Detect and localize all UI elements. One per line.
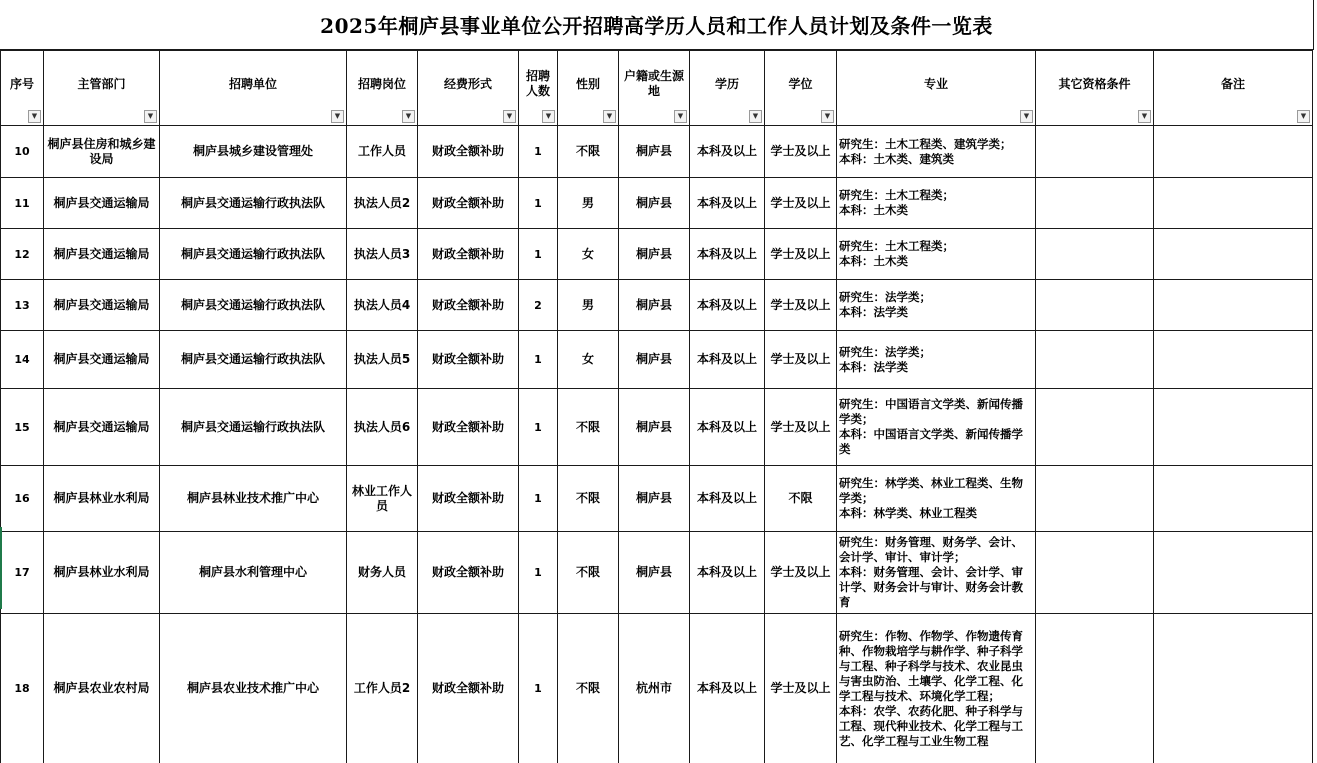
cell-major[interactable] xyxy=(837,614,1036,763)
header-other xyxy=(1036,51,1154,126)
dropdown-arrow-icon[interactable]: ▼ xyxy=(503,110,516,123)
major-line: 研究生：财务管理、财务学、会计、会计学、审计、审计学； xyxy=(839,535,1023,564)
dropdown-arrow-icon[interactable]: ▼ xyxy=(1138,110,1151,123)
cell-funding[interactable]: 财政全额补助 xyxy=(418,614,519,763)
cell-edu[interactable]: 本科及以上 xyxy=(690,126,765,178)
header-edu xyxy=(690,51,765,126)
dropdown-arrow-icon[interactable]: ▼ xyxy=(674,110,687,123)
major-line: 研究生：法学类； xyxy=(839,344,931,359)
cell-degree[interactable]: 学士及以上 xyxy=(765,280,837,331)
cell-edu[interactable]: 本科及以上 xyxy=(690,532,765,614)
cell-major[interactable] xyxy=(837,229,1036,280)
major-line: 研究生：土木工程类； xyxy=(839,188,954,202)
cell-post[interactable]: 执法人员3 xyxy=(347,229,418,280)
header-label: 户籍或生源地 xyxy=(623,69,684,98)
cell-unit[interactable]: 桐庐县交通运输行政执法队 xyxy=(160,280,347,331)
recruitment-table xyxy=(0,50,1313,763)
table-row xyxy=(1,178,1313,229)
cell-origin[interactable]: 桐庐县 xyxy=(619,178,690,229)
major-line: 本科：财务管理、会计、会计学、审计学、财务会计与审计、财务会计教育 xyxy=(839,565,1023,609)
cell-gender[interactable]: 女 xyxy=(558,229,619,280)
cell-count[interactable]: 1 xyxy=(519,229,558,280)
major-line: 研究生：土木工程类、建筑学类； xyxy=(839,136,1012,151)
header-dept xyxy=(44,51,160,126)
cell-gender[interactable]: 不限 xyxy=(558,532,619,614)
major-line: 本科：农学、农药化肥、种子科学与工程、现代种业技术、化学工程与工艺、化学工程与工业生物工程 xyxy=(839,703,1023,748)
cell-origin[interactable]: 杭州市 xyxy=(619,614,690,763)
cell-seq[interactable]: 10 xyxy=(1,126,44,178)
dropdown-arrow-icon[interactable]: ▼ xyxy=(1020,110,1033,123)
header-label: 招聘单位 xyxy=(228,76,277,91)
cell-other[interactable] xyxy=(1036,532,1154,614)
header-label: 学位 xyxy=(788,76,813,91)
cell-dept[interactable]: 桐庐县住房和城乡建设局 xyxy=(44,126,160,178)
cell-degree[interactable]: 学士及以上 xyxy=(765,614,837,763)
cell-funding[interactable]: 财政全额补助 xyxy=(418,389,519,466)
major-line: 本科：土木类 xyxy=(839,203,908,217)
cell-edu[interactable]: 本科及以上 xyxy=(690,178,765,229)
cell-count[interactable]: 1 xyxy=(519,178,558,229)
cell-unit[interactable]: 桐庐县水利管理中心 xyxy=(160,532,347,614)
cell-note[interactable] xyxy=(1154,466,1313,532)
cell-gender[interactable]: 不限 xyxy=(558,389,619,466)
header-note xyxy=(1154,51,1313,126)
cell-unit[interactable]: 桐庐县城乡建设管理处 xyxy=(160,126,347,178)
major-line: 本科：土木类、建筑类 xyxy=(839,151,954,166)
cell-seq[interactable]: 17 xyxy=(1,532,44,614)
cell-degree[interactable]: 不限 xyxy=(765,466,837,532)
cell-funding[interactable]: 财政全额补助 xyxy=(418,331,519,389)
table-row xyxy=(1,331,1313,389)
cell-post[interactable]: 财务人员 xyxy=(347,532,418,614)
cell-other[interactable] xyxy=(1036,178,1154,229)
cell-edu[interactable]: 本科及以上 xyxy=(690,229,765,280)
header-count xyxy=(519,51,558,126)
cell-major[interactable] xyxy=(837,178,1036,229)
cell-edu[interactable]: 本科及以上 xyxy=(690,389,765,466)
table-row xyxy=(1,280,1313,331)
cell-post[interactable]: 执法人员4 xyxy=(347,280,418,331)
cell-degree[interactable]: 学士及以上 xyxy=(765,532,837,614)
major-line: 本科：林学类、林业工程类 xyxy=(839,506,977,520)
major-line: 本科：土木类 xyxy=(839,254,908,268)
cell-origin[interactable]: 桐庐县 xyxy=(619,229,690,280)
cell-dept[interactable]: 桐庐县交通运输局 xyxy=(44,229,160,280)
cell-major[interactable] xyxy=(837,532,1036,614)
cell-other[interactable] xyxy=(1036,466,1154,532)
cell-degree[interactable]: 学士及以上 xyxy=(765,229,837,280)
major-line: 研究生：土木工程类； xyxy=(839,239,954,253)
cell-post[interactable]: 林业工作人员 xyxy=(347,466,418,532)
cell-post[interactable]: 工作人员2 xyxy=(347,614,418,763)
header-label: 经费形式 xyxy=(443,76,492,91)
header-degree xyxy=(765,51,837,126)
cell-dept[interactable]: 桐庐县农业农村局 xyxy=(44,614,160,763)
cell-other[interactable] xyxy=(1036,331,1154,389)
header-gender xyxy=(558,51,619,126)
cell-seq[interactable]: 11 xyxy=(1,178,44,229)
header-seq xyxy=(1,51,44,126)
cell-unit[interactable]: 桐庐县交通运输行政执法队 xyxy=(160,389,347,466)
cell-funding[interactable]: 财政全额补助 xyxy=(418,178,519,229)
header-label: 专业 xyxy=(923,76,948,91)
header-label: 学历 xyxy=(714,76,739,91)
cell-note[interactable] xyxy=(1154,126,1313,178)
cell-post[interactable]: 执法人员6 xyxy=(347,389,418,466)
cell-count[interactable]: 1 xyxy=(519,389,558,466)
cell-post[interactable]: 工作人员 xyxy=(347,126,418,178)
dropdown-arrow-icon[interactable]: ▼ xyxy=(603,110,616,123)
header-label: 主管部门 xyxy=(77,76,126,91)
cell-seq[interactable]: 13 xyxy=(1,280,44,331)
dropdown-arrow-icon[interactable]: ▼ xyxy=(331,110,344,123)
cell-origin[interactable]: 桐庐县 xyxy=(619,331,690,389)
cell-note[interactable] xyxy=(1154,178,1313,229)
cell-note[interactable] xyxy=(1154,280,1313,331)
cell-post[interactable]: 执法人员5 xyxy=(347,331,418,389)
table-row xyxy=(1,389,1313,466)
header-origin xyxy=(619,51,690,126)
row-selection-marker xyxy=(0,527,2,609)
cell-other[interactable] xyxy=(1036,126,1154,178)
cell-edu[interactable]: 本科及以上 xyxy=(690,614,765,763)
cell-funding[interactable]: 财政全额补助 xyxy=(418,466,519,532)
header-label: 其它资格条件 xyxy=(1058,76,1131,91)
cell-seq[interactable]: 18 xyxy=(1,614,44,763)
header-label: 备注 xyxy=(1220,76,1245,91)
cell-count[interactable]: 1 xyxy=(519,532,558,614)
cell-dept[interactable]: 桐庐县交通运输局 xyxy=(44,389,160,466)
cell-dept[interactable]: 桐庐县林业水利局 xyxy=(44,532,160,614)
cell-other[interactable] xyxy=(1036,229,1154,280)
cell-funding[interactable]: 财政全额补助 xyxy=(418,532,519,614)
cell-note[interactable] xyxy=(1154,229,1313,280)
header-label: 招聘岗位 xyxy=(357,76,406,91)
cell-note[interactable] xyxy=(1154,614,1313,763)
dropdown-arrow-icon[interactable]: ▼ xyxy=(28,110,41,123)
cell-unit[interactable]: 桐庐县交通运输行政执法队 xyxy=(160,178,347,229)
major-line: 研究生：中国语言文学类、新闻传播学类； xyxy=(839,397,1023,426)
header-post xyxy=(347,51,418,126)
cell-note[interactable] xyxy=(1154,532,1313,614)
cell-count[interactable]: 1 xyxy=(519,466,558,532)
cell-note[interactable] xyxy=(1154,389,1313,466)
header-label: 序号 xyxy=(9,76,34,91)
table-row xyxy=(1,229,1313,280)
cell-gender[interactable]: 男 xyxy=(558,178,619,229)
major-line: 本科：法学类 xyxy=(839,305,908,319)
cell-other[interactable] xyxy=(1036,389,1154,466)
cell-degree[interactable]: 学士及以上 xyxy=(765,389,837,466)
major-line: 研究生：作物、作物学、作物遗传育种、作物栽培学与耕作学、种子科学与工程、种子科学与技术、农业昆虫与害虫防治、土壤学、化学工程、化学工程与技术、环境化学工程； xyxy=(839,628,1023,703)
cell-degree[interactable]: 学士及以上 xyxy=(765,126,837,178)
cell-edu[interactable]: 本科及以上 xyxy=(690,331,765,389)
major-line: 研究生：法学类； xyxy=(839,290,931,304)
dropdown-arrow-icon[interactable]: ▼ xyxy=(821,110,834,123)
table-row xyxy=(1,126,1313,178)
cell-dept[interactable]: 桐庐县交通运输局 xyxy=(44,280,160,331)
cell-other[interactable] xyxy=(1036,614,1154,763)
cell-origin[interactable]: 桐庐县 xyxy=(619,466,690,532)
cell-dept[interactable]: 桐庐县交通运输局 xyxy=(44,331,160,389)
cell-post[interactable]: 执法人员2 xyxy=(347,178,418,229)
cell-edu[interactable]: 本科及以上 xyxy=(690,466,765,532)
cell-count[interactable]: 2 xyxy=(519,280,558,331)
header-row xyxy=(1,51,1313,126)
cell-funding[interactable]: 财政全额补助 xyxy=(418,280,519,331)
cell-degree[interactable]: 学士及以上 xyxy=(765,178,837,229)
cell-gender[interactable]: 女 xyxy=(558,331,619,389)
table-row xyxy=(1,614,1313,763)
dropdown-arrow-icon[interactable]: ▼ xyxy=(1297,110,1310,123)
cell-origin[interactable]: 桐庐县 xyxy=(619,389,690,466)
cell-count[interactable]: 1 xyxy=(519,331,558,389)
header-label: 招聘人数 xyxy=(525,69,550,98)
cell-origin[interactable]: 桐庐县 xyxy=(619,126,690,178)
dropdown-arrow-icon[interactable]: ▼ xyxy=(542,110,555,123)
cell-major[interactable] xyxy=(837,389,1036,466)
cell-other[interactable] xyxy=(1036,280,1154,331)
cell-unit[interactable]: 桐庐县农业技术推广中心 xyxy=(160,614,347,763)
cell-gender[interactable]: 男 xyxy=(558,280,619,331)
cell-seq[interactable]: 12 xyxy=(1,229,44,280)
cell-unit[interactable]: 桐庐县交通运输行政执法队 xyxy=(160,331,347,389)
cell-seq[interactable]: 16 xyxy=(1,466,44,532)
cell-origin[interactable]: 桐庐县 xyxy=(619,532,690,614)
cell-major[interactable] xyxy=(837,280,1036,331)
major-line: 本科：中国语言文学类、新闻传播学类 xyxy=(839,427,1023,456)
cell-count[interactable]: 1 xyxy=(519,126,558,178)
header-unit xyxy=(160,51,347,126)
table-row xyxy=(1,466,1313,532)
cell-major[interactable] xyxy=(837,126,1036,178)
header-label: 性别 xyxy=(575,76,600,91)
major-line: 研究生：林学类、林业工程类、生物学类； xyxy=(839,476,1023,505)
dropdown-arrow-icon[interactable]: ▼ xyxy=(144,110,157,123)
cell-gender[interactable]: 不限 xyxy=(558,126,619,178)
cell-edu[interactable]: 本科及以上 xyxy=(690,280,765,331)
cell-origin[interactable]: 桐庐县 xyxy=(619,280,690,331)
cell-degree[interactable]: 学士及以上 xyxy=(765,331,837,389)
cell-gender[interactable]: 不限 xyxy=(558,466,619,532)
table-body xyxy=(1,126,1313,763)
header-funding xyxy=(418,51,519,126)
cell-seq[interactable]: 15 xyxy=(1,389,44,466)
cell-gender[interactable]: 不限 xyxy=(558,614,619,763)
dropdown-arrow-icon[interactable]: ▼ xyxy=(749,110,762,123)
cell-count[interactable]: 1 xyxy=(519,614,558,763)
cell-funding[interactable]: 财政全额补助 xyxy=(418,126,519,178)
cell-major[interactable] xyxy=(837,331,1036,389)
cell-note[interactable] xyxy=(1154,331,1313,389)
cell-seq[interactable]: 14 xyxy=(1,331,44,389)
header-major xyxy=(837,51,1036,126)
dropdown-arrow-icon[interactable]: ▼ xyxy=(402,110,415,123)
cell-funding[interactable]: 财政全额补助 xyxy=(418,229,519,280)
sheet-title: 2025年桐庐县事业单位公开招聘高学历人员和工作人员计划及条件一览表 xyxy=(0,0,1314,50)
cell-unit[interactable]: 桐庐县交通运输行政执法队 xyxy=(160,229,347,280)
cell-dept[interactable]: 桐庐县林业水利局 xyxy=(44,466,160,532)
table-row xyxy=(1,532,1313,614)
cell-dept[interactable]: 桐庐县交通运输局 xyxy=(44,178,160,229)
cell-unit[interactable]: 桐庐县林业技术推广中心 xyxy=(160,466,347,532)
cell-major[interactable] xyxy=(837,466,1036,532)
major-line: 本科：法学类 xyxy=(839,359,908,374)
